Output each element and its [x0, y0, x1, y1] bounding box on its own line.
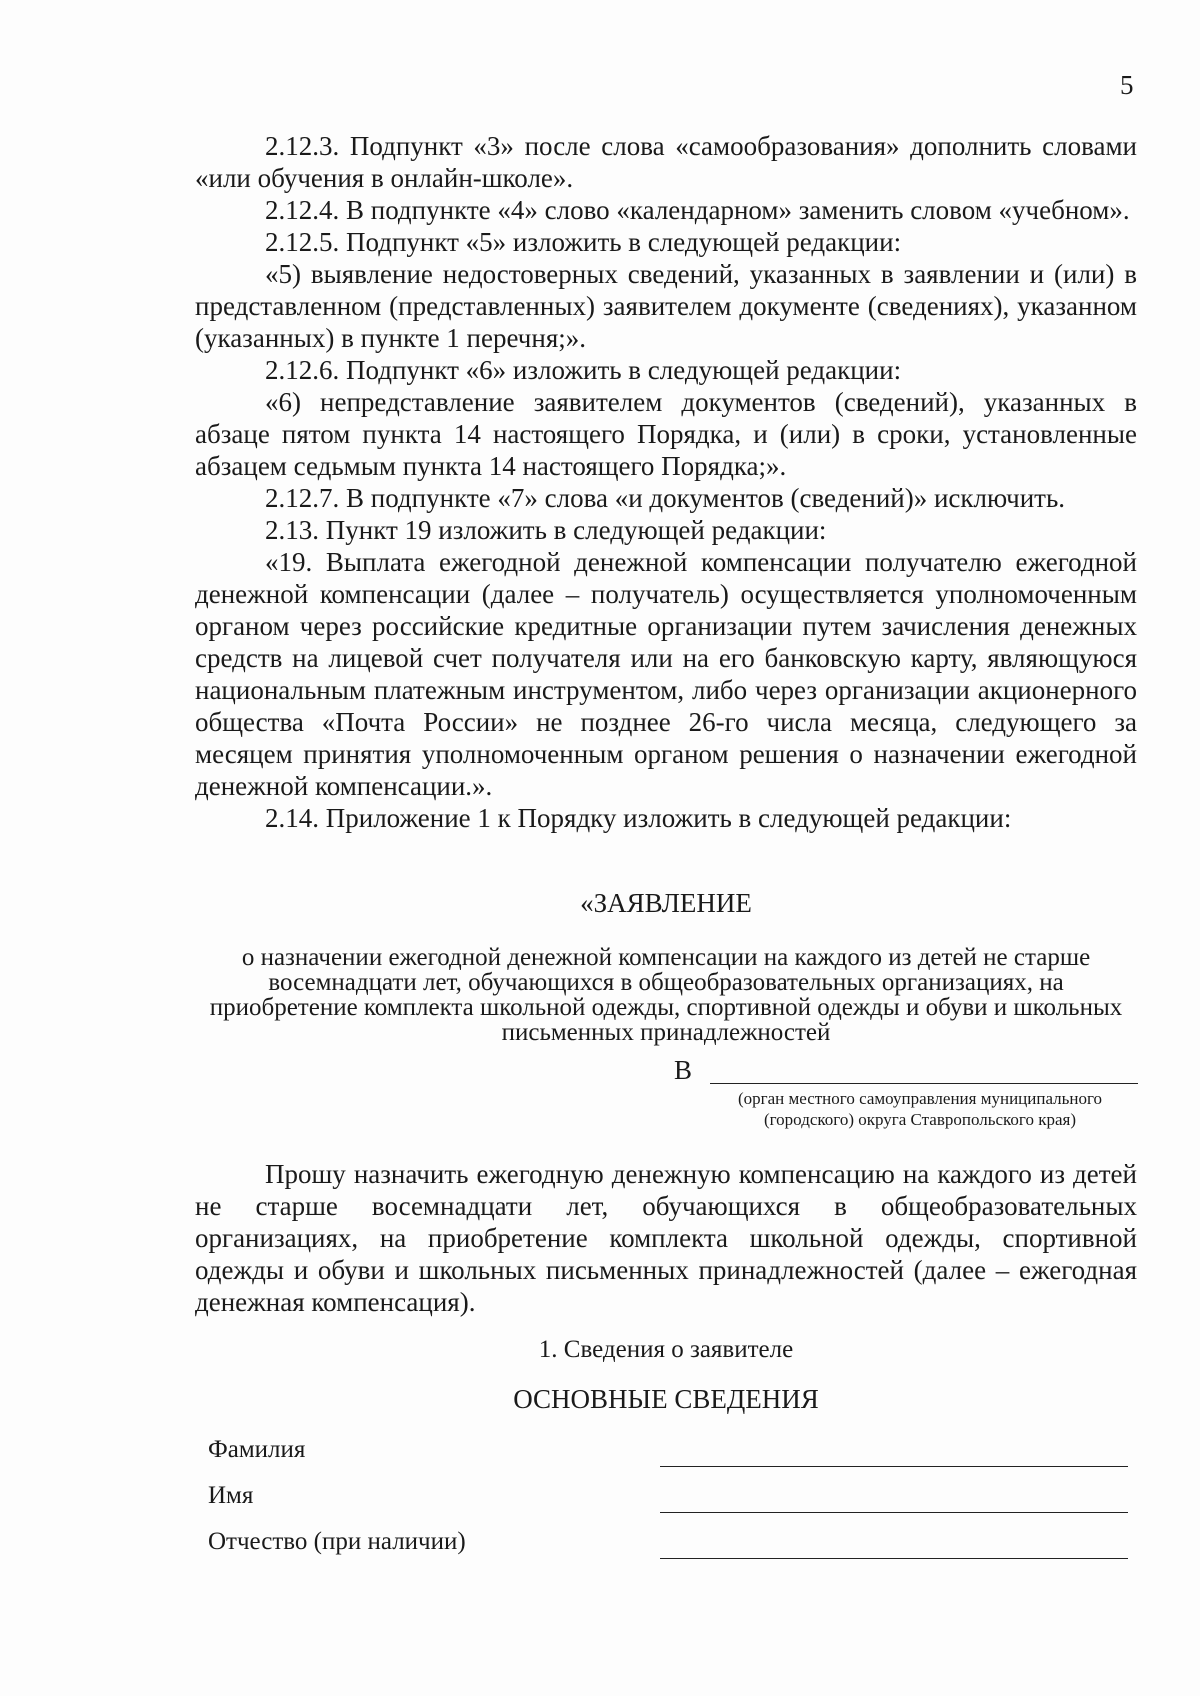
page-number: 5	[1120, 70, 1134, 100]
paragraph: «6) непредставление заявителем документов (сведений), указанных в абзаце пятом пункта 14 настоящего Порядка, и (или) в сроки, установленные абзацем седьмым пункта 14 настоящего Порядка;».	[195, 387, 1137, 481]
paragraph: 2.14. Приложение 1 к Порядку изложить в следующей редакции:	[265, 803, 1012, 833]
paragraph: «5) выявление недостоверных сведений, указанных в заявлении и (или) в представленном (представленных) заявителем документе (сведениях), указанном (указанных) в пункте 1 перечня;».	[195, 259, 1137, 353]
request-text: Прошу назначить ежегодную денежную компенсацию на каждого из детей не старше восемнадцати лет, обучающихся в общеобразовательных организациях, на приобретение комплекта школьной одежды, спортивной одежды и обуви и школьных письменных принадлежностей (далее – ежегодная денежная компенсация).	[195, 1159, 1137, 1317]
request-block	[195, 1158, 1137, 1318]
field-first-name	[208, 1482, 1128, 1516]
paragraph: 2.12.5. Подпункт «5» изложить в следующей редакции:	[265, 227, 902, 257]
paragraph: 2.12.7. В подпункте «7» слова «и документов (сведений)» исключить.	[265, 483, 1066, 513]
field-label: Имя	[208, 1482, 254, 1509]
recipient-caption: (орган местного самоуправления муниципального (городского) округа Ставропольского края)	[737, 1089, 1103, 1129]
application-title: «ЗАЯВЛЕНИЕ	[580, 888, 752, 918]
field-blank-line	[660, 1466, 1128, 1467]
application-subtitle: о назначении ежегодной денежной компенсации на каждого из детей не старше восемнадцати лет, обучающихся в общеобразовательных организациях, на приобретение комплекта школьной одежды, спортивной одежды и обуви и школьных письменных принадлежностей	[209, 944, 1123, 1046]
field-surname	[208, 1436, 1128, 1470]
recipient-prefix: В	[674, 1055, 693, 1085]
section-heading: 1. Сведения о заявителе	[538, 1336, 794, 1363]
recipient-blank-line	[710, 1083, 1138, 1084]
paragraph: 2.12.6. Подпункт «6» изложить в следующей редакции:	[265, 355, 902, 385]
paragraph: 2.12.3. Подпункт «3» после слова «самообразования» дополнить словами «или обучения в онлайн-школе».	[195, 131, 1137, 193]
paragraph: «19. Выплата ежегодной денежной компенсации получателю ежегодной денежной компенсации (далее – получатель) осуществляется уполномоченным органом через российские кредитные организации путем зачисления денежных средств на лицевой счет получателя или на его банковскую карту, являющуюся национальным платежным инструментом, либо через организации акционерного общества «Почта России» не позднее 26-го числа месяца, следующего за месяцем принятия уполномоченным органом решения о назначении ежегодной денежной компенсации.».	[195, 547, 1137, 801]
main-heading: ОСНОВНЫЕ СВЕДЕНИЯ	[513, 1384, 819, 1414]
field-label: Фамилия	[208, 1436, 306, 1463]
paragraph: 2.12.4. В подпункте «4» слово «календарном» заменить словом «учебном».	[265, 195, 1130, 225]
paragraph: 2.13. Пункт 19 изложить в следующей редакции:	[265, 515, 827, 545]
amendments-body	[195, 130, 1137, 834]
field-blank-line	[660, 1558, 1128, 1559]
field-blank-line	[660, 1512, 1128, 1513]
field-label: Отчество (при наличии)	[208, 1528, 466, 1555]
field-patronymic	[208, 1528, 1128, 1562]
